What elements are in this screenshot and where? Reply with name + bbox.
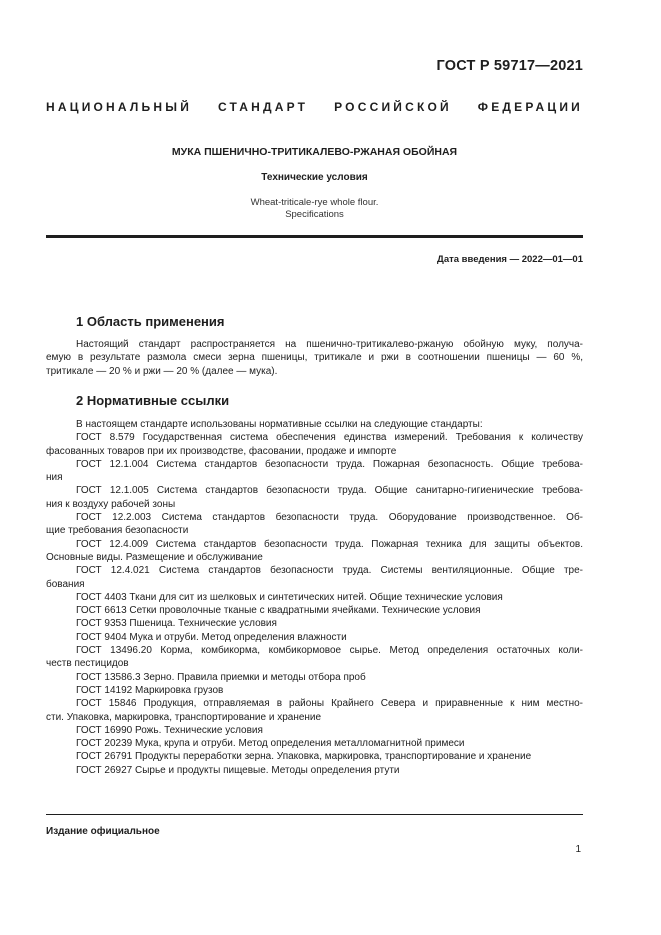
document-code: ГОСТ Р 59717—2021 <box>436 58 583 74</box>
reference-line: ния к воздуху рабочей зоны <box>46 498 176 510</box>
reference-line: ГОСТ 8.579 Государственная система обеспечения единства измерений. Требования к количеству <box>76 432 583 444</box>
reference-line: фасованных товаров при их производстве, фасовании, продаже и импорте <box>46 445 397 457</box>
reference-line: ГОСТ 26791 Продукты переработки зерна. Упаковка, маркировка, транспортирование и хранение <box>76 751 532 763</box>
reference-line: ГОСТ 14192 Маркировка грузов <box>76 684 224 696</box>
reference-line: ГОСТ 4403 Ткани для сит из шелковых и синтетических нитей. Общие технические условия <box>76 591 503 603</box>
reference-line: ГОСТ 9404 Мука и отруби. Метод определения влажности <box>76 631 347 643</box>
section-2-heading: 2 Нормативные ссылки <box>76 393 230 408</box>
document-title: МУКА ПШЕНИЧНО-ТРИТИКАЛЕВО-РЖАНАЯ ОБОЙНАЯ <box>171 146 458 158</box>
title-block-rule <box>46 235 583 238</box>
reference-line: ГОСТ 12.4.009 Система стандартов безопасности труда. Пожарная техника для защиты объектов. <box>76 538 583 550</box>
page-number: 1 <box>575 844 581 855</box>
reference-line: честв пестицидов <box>46 658 129 670</box>
english-title: Wheat-triticale-rye whole flour. <box>250 197 379 208</box>
reference-line: ГОСТ 12.4.021 Система стандартов безопасности труда. Системы вентиляционные. Общие тре- <box>76 565 583 577</box>
reference-line: ГОСТ 20239 Мука, крупа и отруби. Метод определения металломагнитной примеси <box>76 738 465 750</box>
reference-line: ГОСТ 6613 Сетки проволочные тканые с квадратными ячейками. Технические условия <box>76 605 481 617</box>
section-2-body <box>46 418 583 777</box>
english-subtitle: Specifications <box>285 209 344 220</box>
reference-line: сти. Упаковка, маркировка, транспортирование и хранение <box>46 711 322 723</box>
section-1-line: емую в результате размола смеси зерна пшеницы, тритикале и ржи в соотношении пшеницы — 60 %, <box>46 352 583 364</box>
reference-line: В настоящем стандарте использованы нормативные ссылки на следующие стандарты: <box>76 419 483 430</box>
reference-line: ГОСТ 13586.3 Зерно. Правила приемки и методы отбора проб <box>76 671 366 683</box>
reference-line: ГОСТ 12.1.004 Система стандартов безопасности труда. Пожарная безопасность. Общие требова- <box>76 458 583 470</box>
section-1-body <box>46 338 583 378</box>
reference-line: ГОСТ 15846 Продукция, отправляемая в районы Крайнего Севера и приравненные к ним местно- <box>76 698 583 710</box>
reference-line: щие требования безопасности <box>46 525 189 537</box>
reference-line: ГОСТ 16990 Рожь. Технические условия <box>76 724 263 736</box>
national-standard-heading: НАЦИОНАЛЬНЫЙ СТАНДАРТ РОССИЙСКОЙ ФЕДЕРАЦИИ <box>46 100 583 114</box>
reference-line: ГОСТ 9353 Пшеница. Технические условия <box>76 618 277 630</box>
official-edition-label: Издание официальное <box>46 826 160 837</box>
reference-line: бования <box>46 578 85 590</box>
reference-line: ГОСТ 13496.20 Корма, комбикорма, комбикормовое сырье. Метод определения остаточных коли- <box>76 645 583 657</box>
section-1-line: Настоящий стандарт распространяется на пшенично-тритикалево-ржаную обойную муку, получа- <box>76 339 583 350</box>
reference-line: ГОСТ 12.2.003 Система стандартов безопасности труда. Оборудование производственное. Об- <box>76 512 583 524</box>
footer-rule <box>46 814 583 815</box>
document-subtitle: Технические условия <box>261 172 368 183</box>
reference-line: ния <box>46 472 63 484</box>
reference-line: Основные виды. Размещение и обслуживание <box>46 551 263 563</box>
reference-line: ГОСТ 12.1.005 Система стандартов безопасности труда. Общие санитарно-гигиенические требова- <box>76 485 583 497</box>
section-1-line: тритикале — 20 % и ржи — 20 % (далее — мука). <box>46 365 278 377</box>
effective-date: Дата введения — 2022—01—01 <box>437 254 583 265</box>
section-1-heading: 1 Область применения <box>76 314 225 329</box>
reference-line: ГОСТ 26927 Сырье и продукты пищевые. Методы определения ртути <box>76 764 400 776</box>
